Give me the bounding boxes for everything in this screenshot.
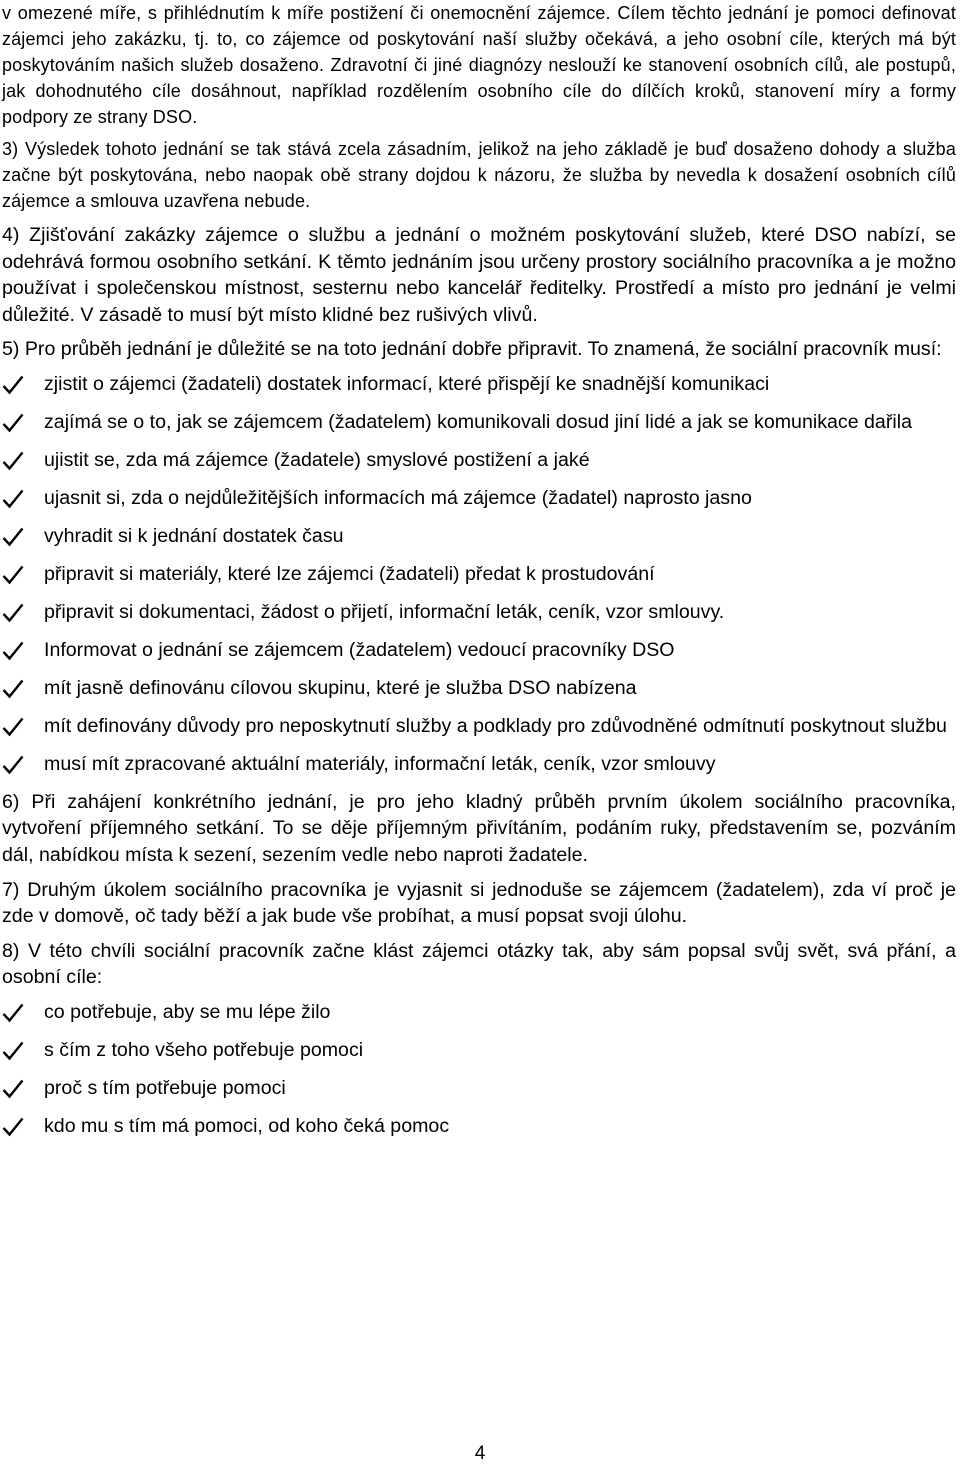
list-item [2, 599, 956, 626]
paragraph-3: 3) Výsledek tohoto jednání se tak stává zcela zásadním, jelikož na jeho základě je buď dosaženo dohody a služba začne být poskytována, nebo naopak obě strany dojdou k názoru, že služba by nevedla k dosažení osobních cílů zájemce a smlouva uzavřena nebude. [2, 139, 956, 211]
list-item [2, 561, 956, 588]
questions-checklist [2, 999, 956, 1140]
list-item [2, 485, 956, 512]
check-icon [2, 375, 24, 395]
check-icon [2, 603, 24, 623]
check-icon [2, 451, 24, 471]
list-item [2, 637, 956, 664]
list-item [2, 371, 956, 398]
check-icon [2, 489, 24, 509]
list-item-text: co potřebuje, aby se mu lépe žilo [44, 1000, 331, 1023]
list-item-text: s čím z toho všeho potřebuje pomoci [44, 1038, 364, 1061]
list-item-text: ujistit se, zda má zájemce (žadatele) smyslové postižení a jaké [44, 448, 590, 471]
list-item-text: mít jasně definovánu cílovou skupinu, které je služba DSO nabízena [44, 676, 637, 699]
check-icon [2, 1079, 24, 1099]
check-icon [2, 1003, 24, 1023]
check-icon [2, 717, 24, 737]
list-item-text: Informovat o jednání se zájemcem (žadatelem) vedoucí pracovníky DSO [44, 638, 675, 661]
list-item-text: připravit si materiály, které lze zájemci (žadateli) předat k prostudování [44, 562, 655, 585]
list-item [2, 409, 956, 436]
list-item [2, 675, 956, 702]
list-item-text: připravit si dokumentaci, žádost o přijetí, informační leták, ceník, vzor smlouvy. [44, 600, 725, 623]
list-item-text: vyhradit si k jednání dostatek času [44, 524, 344, 547]
document-page [2, 0, 956, 1151]
check-icon [2, 679, 24, 699]
check-icon [2, 527, 24, 547]
list-item [2, 523, 956, 550]
list-item-text: kdo mu s tím má pomoci, od koho čeká pomoc [44, 1114, 450, 1137]
check-icon [2, 755, 24, 775]
list-item [2, 1113, 956, 1140]
page-number: 4 [474, 1443, 486, 1464]
list-item [2, 751, 956, 778]
list-item [2, 447, 956, 474]
check-icon [2, 413, 24, 433]
list-item [2, 1037, 956, 1064]
check-icon [2, 1117, 24, 1137]
list-item [2, 1075, 956, 1102]
paragraph-4: 4) Zjišťování zakázky zájemce o službu a jednání o možném poskytování služeb, které DSO nabízí, se odehrává formou osobního setkání. K těmto jednáním jsou určeny prostory sociálního pracovníka a je možno používat i společenskou místnost, sesternu nebo kancelář ředitelky. Prostředí a místo pro jednání je velmi důležité. V zásadě to musí být místo klidné bez rušivých vlivů. [2, 224, 956, 326]
paragraph-7: 7) Druhým úkolem sociálního pracovníka je vyjasnit si jednoduše se zájemcem (žadatelem), zda ví proč je zde v domově, oč tady běží a jak bude vše probíhat, a musí popsat svoji úlohu. [2, 878, 956, 928]
preparation-checklist [2, 371, 956, 777]
list-item [2, 999, 956, 1026]
paragraph-intro: v omezené míře, s přihlédnutím k míře postižení či onemocnění zájemce. Cílem těchto jednání je pomoci definovat zájemci jeho zakázku, tj. to, co zájemce od poskytování naší služby očekává, a jeho osobní cíle, kterých má být poskytováním našich služeb dosaženo. Zdravotní či jiné diagnózy neslouží ke stanovení osobních cílů, ale postupů, jak dohodnutého cíle dosáhnout, například rozdělením osobního cíle do dílčích kroků, stanovení míry a formy podpory ze strany DSO. [2, 3, 956, 127]
list-item-text: proč s tím potřebuje pomoci [44, 1076, 286, 1099]
check-icon [2, 1041, 24, 1061]
list-item-text: mít definovány důvody pro neposkytnutí služby a podklady pro zdůvodněné odmítnutí poskytnout službu [44, 714, 947, 737]
paragraph-8: 8) V této chvíli sociální pracovník začne klást zájemci otázky tak, aby sám popsal svůj svět, svá přání, a osobní cíle: [2, 939, 956, 989]
list-item-text: ujasnit si, zda o nejdůležitějších informacích má zájemce (žadatel) naprosto jasno [44, 486, 752, 509]
list-item-text: musí mít zpracované aktuální materiály, informační leták, ceník, vzor smlouvy [44, 752, 716, 775]
list-item-text: zajímá se o to, jak se zájemcem (žadatelem) komunikovali dosud jiní lidé a jak se komunikace dařila [44, 410, 912, 433]
paragraph-5: 5) Pro průběh jednání je důležité se na toto jednání dobře připravit. To znamená, že sociální pracovník musí: [2, 338, 942, 361]
list-item [2, 713, 956, 740]
list-item-text: zjistit o zájemci (žadateli) dostatek informací, které přispějí ke snadnější komunikaci [44, 372, 770, 395]
check-icon [2, 641, 24, 661]
check-icon [2, 565, 24, 585]
paragraph-6: 6) Při zahájení konkrétního jednání, je pro jeho kladný průběh prvním úkolem sociálního pracovníka, vytvoření příjemného setkání. To se děje příjemným přivítáním, podáním ruky, představením se, pozváním dál, nabídkou místa k sezení, sezením vedle nebo naproti žadatele. [2, 790, 956, 866]
